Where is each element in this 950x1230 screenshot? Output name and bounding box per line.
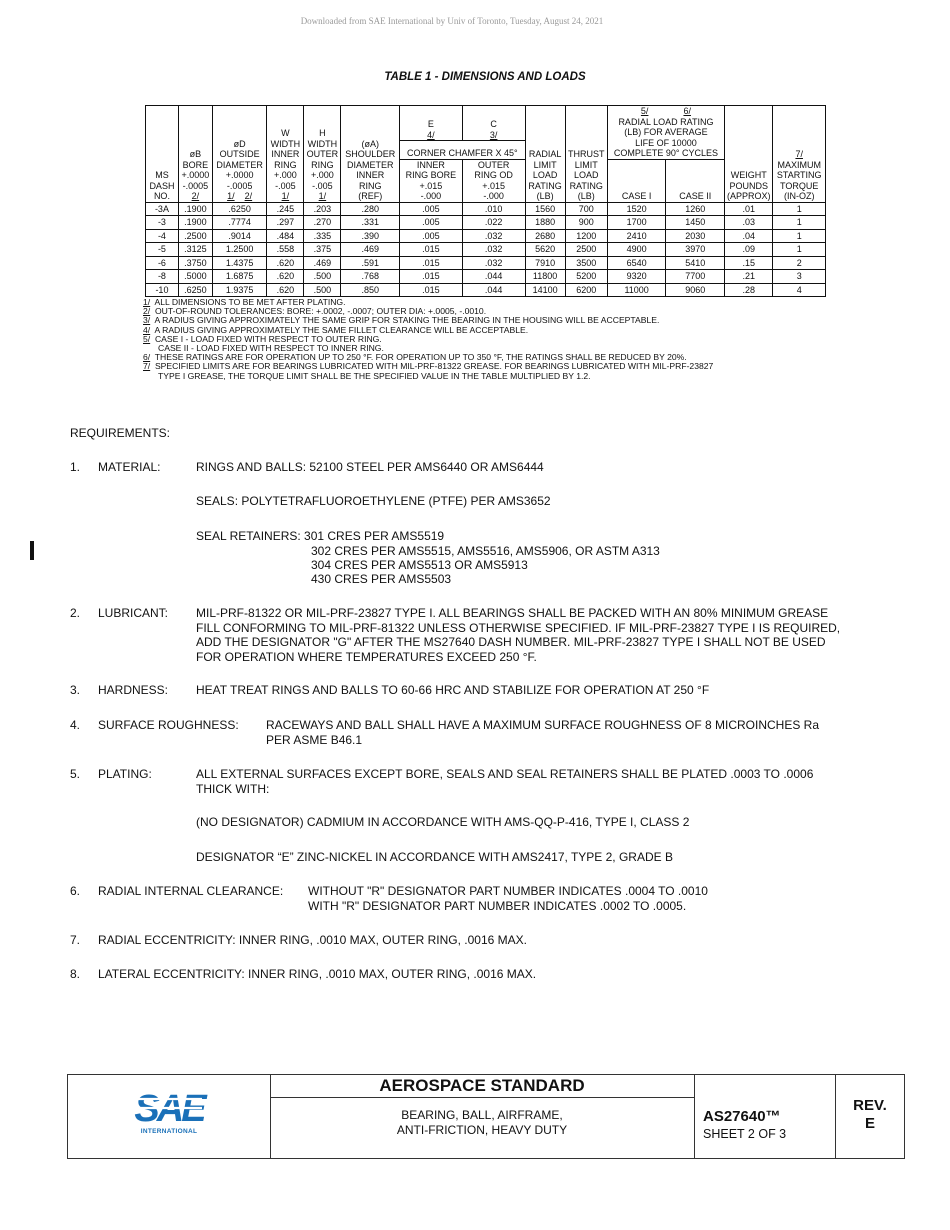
header-line: H (319, 128, 326, 138)
table-cell: .558 (267, 243, 304, 257)
table-row (146, 216, 826, 230)
req-number: 4. (70, 718, 81, 732)
header-line: RATING (569, 180, 603, 191)
table-cell: .620 (267, 270, 304, 284)
table-cell: 700 (565, 202, 607, 216)
header-line: TORQUE (780, 180, 819, 191)
standard-label: AEROSPACE STANDARD (270, 1075, 694, 1098)
req-text: RADIAL ECCENTRICITY: INNER RING, .0010 MAX, OUTER RING, .0016 MAX. (98, 933, 527, 947)
col-bore (178, 106, 212, 203)
header-line: +.000 (273, 170, 297, 180)
document-number: AS27640™ (703, 1108, 781, 1125)
req-surface-roughness (70, 718, 890, 748)
req-label: LUBRICANT: (98, 606, 169, 620)
table-row (146, 229, 826, 243)
revision-value: E (864, 1115, 875, 1132)
header-line: -.000 (420, 191, 442, 201)
table-row (146, 283, 826, 297)
lubricant-line: ADD THE DESIGNATOR "G" AFTER THE MS27640 DASH NUMBER. MIL-PRF-23827 TYPE I SHALL NOT BE USED (196, 635, 826, 649)
table-cell: 6200 (565, 283, 607, 297)
table-cell: .7774 (212, 216, 267, 230)
header-line: (LB) (577, 191, 595, 201)
header-line: LIMIT (574, 159, 598, 170)
req-label: SURFACE ROUGHNESS: (98, 718, 239, 732)
table-cell: .015 (400, 270, 463, 284)
surface-line: RACEWAYS AND BALL SHALL HAVE A MAXIMUM SURFACE ROUGHNESS OF 8 MICROINCHES Ra (266, 718, 820, 732)
req-hardness (70, 683, 890, 699)
header-line: W (281, 128, 290, 138)
header-line: LOAD (573, 170, 599, 180)
table-cell: -8 (146, 270, 179, 284)
table-cell: 1.9375 (212, 283, 267, 297)
table-notes (143, 298, 843, 381)
header-line: -.0005 (226, 180, 253, 191)
col-thrust-limit (565, 106, 607, 203)
table-cell: .015 (400, 243, 463, 257)
table-cell: 2410 (607, 229, 666, 243)
table-cell: 9320 (607, 270, 666, 284)
note-text: CASE I - LOAD FIXED WITH RESPECT TO OUTER RING. (150, 333, 382, 344)
table-cell: .203 (304, 202, 341, 216)
clearance-line: WITHOUT "R" DESIGNATOR PART NUMBER INDICATES .0004 TO .0010 (308, 884, 708, 898)
revision (835, 1097, 905, 1133)
req-label: HARDNESS: (98, 683, 169, 697)
header-line: SHOULDER (345, 149, 396, 159)
table-cell: .2500 (178, 229, 212, 243)
req-radial-clearance (70, 884, 890, 914)
table-cell: .850 (341, 283, 400, 297)
table-cell: 7700 (666, 270, 725, 284)
table-cell: .500 (304, 270, 341, 284)
header-line: 1/ (318, 191, 327, 201)
table-cell: .9014 (212, 229, 267, 243)
req-number: 3. (70, 683, 81, 697)
note-marker: 7/ (143, 361, 151, 372)
note-marker: 2/ (143, 306, 151, 317)
table-cell: .6250 (178, 283, 212, 297)
header-line: øD (233, 138, 246, 149)
req-radial-eccentricity (70, 933, 890, 949)
material-retainers-line: 430 CRES PER AMS5503 (311, 572, 452, 586)
table-cell: 1.2500 (212, 243, 267, 257)
table-cell: .768 (341, 270, 400, 284)
note-marker: 4/ (143, 324, 151, 335)
header-line: RADIAL LOAD RATING (618, 116, 714, 127)
table-cell: .005 (400, 202, 463, 216)
lubricant-line: FOR OPERATION WHERE TEMPERATURES EXCEED 250 °F. (196, 649, 537, 664)
table-cell: 1.6875 (212, 270, 267, 284)
table-cell: -10 (146, 283, 179, 297)
table-cell: -3 (146, 216, 179, 230)
col-outer-od (462, 159, 525, 202)
table-cell: 1200 (565, 229, 607, 243)
header-line: COMPLETE 90° CYCLES (613, 148, 719, 158)
plating-cadmium: (NO DESIGNATOR) CADMIUM IN ACCORDANCE WITH AMS-QQ-P-416, TYPE I, CLASS 2 (196, 815, 690, 829)
material-retainers-line: 304 CRES PER AMS5513 OR AMS5913 (311, 558, 528, 572)
header-line: 3/ (489, 129, 498, 140)
req-plating (70, 767, 890, 867)
header-line: LIFE OF 10000 (635, 137, 697, 148)
table-cell: .500 (304, 283, 341, 297)
table-cell: .469 (341, 243, 400, 257)
table-row (146, 270, 826, 284)
table-title: TABLE 1 - DIMENSIONS AND LOADS (384, 71, 586, 83)
table-cell: 5620 (525, 243, 565, 257)
table-cell: .01 (725, 202, 773, 216)
req-lateral-eccentricity (70, 967, 890, 983)
note-text: SPECIFIED LIMITS ARE FOR BEARINGS LUBRICATED WITH MIL-PRF-81322 GREASE. FOR BEARINGS LUBRICATED WITH MIL-PRF-23827 (150, 361, 714, 372)
header-line: DIAMETER (216, 159, 263, 170)
header-line: RING (274, 159, 297, 170)
note-marker: 1/ (143, 297, 151, 307)
standard-description (270, 1108, 694, 1138)
title-middle (270, 1075, 695, 1158)
table-cell: 1 (773, 243, 826, 257)
req-number: 7. (70, 933, 81, 947)
material-retainers: SEAL RETAINERS: 301 CRES PER AMS5519 (196, 529, 445, 543)
document-cell (694, 1075, 836, 1158)
sae-logo (68, 1075, 270, 1158)
header-line: DASH (149, 180, 175, 191)
table-cell: 4 (773, 283, 826, 297)
table-cell: .044 (462, 283, 525, 297)
col-torque (773, 106, 826, 203)
sae-logo-subtitle: INTERNATIONAL (140, 1128, 198, 1135)
header-line: MAXIMUM (777, 159, 821, 170)
table-cell: .04 (725, 229, 773, 243)
note-text: OUT-OF-ROUND TOLERANCES: BORE: +.0002, -.0007; OUTER DIA: +.0005, -.0010. (150, 306, 487, 317)
hardness-text: HEAT TREAT RINGS AND BALLS TO 60-66 HRC AND STABILIZE FOR OPERATION AT 250 °F (196, 683, 710, 697)
table-cell: 1560 (525, 202, 565, 216)
header-line: BORE (182, 159, 209, 170)
header-line: RADIAL (528, 149, 562, 159)
header-line: +.015 (419, 180, 443, 191)
header-line: 1/ (281, 191, 290, 201)
col-rating-head: 5/ 6/ RADIAL LOAD RATING (LB) FOR AVERAGE LIFE OF 10000 COMPLETE 90° CYCLES (607, 106, 724, 160)
col-weight (725, 106, 773, 203)
note-text: TYPE I GREASE, THE TORQUE LIMIT SHALL BE THE SPECIFIED VALUE IN THE TABLE MULTIPLIED BY 1.2. (158, 370, 591, 381)
logo-cell (68, 1075, 271, 1158)
header-line: +.0000 (225, 170, 254, 180)
table-cell: 2500 (565, 243, 607, 257)
header-line: WEIGHT (730, 170, 767, 180)
table-cell: .1900 (178, 202, 212, 216)
req-number: 1. (70, 460, 81, 474)
revision-bar (30, 541, 34, 560)
lubricant-line: FILL CONFORMING TO MIL-PRF-81322 UNLESS OTHERWISE SPECIFIED. IF MIL-PRF-23827 TYPE I IS REQUIRED, (196, 620, 841, 635)
requirements-heading: REQUIREMENTS: (70, 426, 171, 440)
table-cell: .5000 (178, 270, 212, 284)
plating-line: ALL EXTERNAL SURFACES EXCEPT BORE, SEALS AND SEAL RETAINERS SHALL BE PLATED .0003 TO .0006 (196, 767, 814, 781)
header-line: (LB) FOR AVERAGE (624, 127, 708, 137)
note-line (143, 372, 843, 381)
table-cell: .375 (304, 243, 341, 257)
table-cell: 2 (773, 256, 826, 270)
req-number: 2. (70, 606, 81, 620)
table-row (146, 202, 826, 216)
header-line: LIMIT (533, 159, 557, 170)
download-note: Downloaded from SAE International by Univ of Toronto, Tuesday, August 24, 2021 (300, 16, 604, 26)
table-cell: .15 (725, 256, 773, 270)
table-cell: 3500 (565, 256, 607, 270)
table-cell: -4 (146, 229, 179, 243)
table-cell: .280 (341, 202, 400, 216)
header-line: 2/ (191, 191, 200, 201)
header-line: (APPROX) (726, 191, 771, 201)
header-line: DIAMETER (346, 159, 394, 170)
header-line: WIDTH (270, 138, 301, 149)
table-cell: .005 (400, 229, 463, 243)
table-body (146, 202, 826, 297)
header-line: INNER (356, 170, 385, 180)
table-cell: 1 (773, 229, 826, 243)
table-cell: 5410 (666, 256, 725, 270)
plating-zinc: DESIGNATOR “E” ZINC-NICKEL IN ACCORDANCE WITH AMS2417, TYPE 2, GRADE B (196, 850, 673, 864)
table-cell: 4900 (607, 243, 666, 257)
table-cell: 11000 (607, 283, 666, 297)
table-cell: 1520 (607, 202, 666, 216)
surface-line: PER ASME B46.1 (266, 732, 363, 747)
header-line: THRUST (567, 149, 605, 159)
table-cell: 2030 (666, 229, 725, 243)
table-cell: -5 (146, 243, 179, 257)
table-cell: -3A (146, 202, 179, 216)
material-seals: SEALS: POLYTETRAFLUOROETHYLENE (PTFE) PER AMS3652 (196, 494, 551, 508)
table-cell: 6540 (607, 256, 666, 270)
table-cell: 2680 (525, 229, 565, 243)
col-shoulder (341, 106, 400, 203)
table-cell: .297 (267, 216, 304, 230)
note-marker: 6/ (143, 352, 151, 363)
table-cell: .044 (462, 270, 525, 284)
header-line: INNER (416, 159, 445, 170)
table-cell: .331 (341, 216, 400, 230)
header-line: -.005 (312, 180, 333, 191)
title-block (67, 1074, 905, 1159)
header-line: øB (189, 149, 202, 159)
table-cell: 5200 (565, 270, 607, 284)
table-cell: 9060 (666, 283, 725, 297)
table-cell: .032 (462, 229, 525, 243)
header-line: RING (358, 180, 382, 191)
header-line: OUTER (306, 149, 339, 159)
material-rings: RINGS AND BALLS: 52100 STEEL PER AMS6440 OR AMS6444 (196, 460, 544, 474)
table-cell: .1900 (178, 216, 212, 230)
header-line: OUTSIDE (219, 149, 260, 159)
req-material (70, 460, 890, 600)
table-cell: 1880 (525, 216, 565, 230)
description-line: ANTI-FRICTION, HEAVY DUTY (396, 1123, 568, 1137)
table-cell: .21 (725, 270, 773, 284)
header-line: +.015 (482, 180, 506, 191)
revision-label: REV. (853, 1097, 887, 1114)
table-cell: 1450 (666, 216, 725, 230)
table-row (146, 256, 826, 270)
table-cell: .032 (462, 243, 525, 257)
header-line: 7/ (795, 149, 803, 159)
col-case2: CASE II (666, 159, 725, 202)
header-line: -.005 (275, 180, 296, 191)
note-text: ALL DIMENSIONS TO BE MET AFTER PLATING. (150, 297, 346, 307)
note-marker: 5/ (143, 333, 151, 344)
header-line: NO. (153, 191, 170, 201)
header-line: C (490, 119, 497, 130)
table-cell: 1700 (607, 216, 666, 230)
col-radial-limit (525, 106, 565, 203)
table-cell: .6250 (212, 202, 267, 216)
sae-logo-mark: SAE (134, 1088, 204, 1130)
req-lubricant (70, 606, 890, 666)
table-cell: .3125 (178, 243, 212, 257)
note-text: A RADIUS GIVING APPROXIMATELY THE SAME FILLET CLEARANCE WILL BE ACCEPTABLE. (150, 324, 529, 335)
table-cell: .015 (400, 283, 463, 297)
header-line: INNER (271, 149, 300, 159)
table-cell: .245 (267, 202, 304, 216)
header-line: +.0000 (181, 170, 210, 180)
header-line: STARTING (776, 170, 822, 180)
table-cell: 900 (565, 216, 607, 230)
table-cell: 3 (773, 270, 826, 284)
dimensions-table (145, 105, 826, 297)
note-text: THESE RATINGS ARE FOR OPERATION UP TO 250 °F. FOR OPERATION UP TO 350 °F, THE RATINGS SHALL BE REDUCED BY 20%. (150, 352, 687, 363)
table-cell: .390 (341, 229, 400, 243)
col-h (304, 106, 341, 203)
table-cell: .620 (267, 283, 304, 297)
table-cell: .591 (341, 256, 400, 270)
table-cell: .005 (400, 216, 463, 230)
table-cell: .010 (462, 202, 525, 216)
col-e-head (400, 106, 463, 141)
header-line: MS (155, 170, 169, 180)
header-line: RING BORE (405, 170, 457, 180)
table-cell: .28 (725, 283, 773, 297)
header-line: LOAD (532, 170, 558, 180)
table-cell: .270 (304, 216, 341, 230)
table-cell: 1260 (666, 202, 725, 216)
header-line: +.000 (311, 170, 334, 180)
header-line: E (427, 119, 434, 130)
note-text: CASE II - LOAD FIXED WITH RESPECT TO INNER RING. (158, 343, 384, 354)
req-label: RADIAL INTERNAL CLEARANCE: (98, 884, 284, 898)
description-line: BEARING, BALL, AIRFRAME, (401, 1108, 563, 1122)
table-cell: .620 (267, 256, 304, 270)
header-line: RING OD (474, 170, 513, 180)
plating-line: THICK WITH: (196, 781, 270, 796)
header-line: (LB) (536, 191, 554, 201)
table-cell: .484 (267, 229, 304, 243)
table-cell: 14100 (525, 283, 565, 297)
req-label: MATERIAL: (98, 460, 161, 474)
lubricant-line: MIL-PRF-81322 OR MIL-PRF-23827 TYPE I. ALL BEARINGS SHALL BE PACKED WITH AN 80% MINIMUM GREASE (196, 606, 829, 620)
table-cell: 11800 (525, 270, 565, 284)
col-ms (146, 106, 179, 203)
table-cell: .469 (304, 256, 341, 270)
table-cell: 1 (773, 216, 826, 230)
col-inner-bore (400, 159, 463, 202)
header-line: -.000 (483, 191, 504, 201)
table-cell: .032 (462, 256, 525, 270)
header-line: POUNDS (729, 180, 768, 191)
header-line: (øA) (361, 138, 379, 149)
note-text: A RADIUS GIVING APPROXIMATELY THE SAME GRIP FOR STAKING THE BEARING IN THE HOUSING WILL BE ACCEPTABLE. (150, 315, 660, 326)
chamfer-header: CORNER CHAMFER X 45° (400, 141, 526, 159)
req-number: 5. (70, 767, 81, 781)
col-od: øD OUTSIDE DIAMETER +.0000 -.0005 1/ 2/ (212, 106, 267, 203)
req-label: PLATING: (98, 767, 152, 781)
header-line: OUTER (477, 159, 510, 170)
header-line: RING (311, 159, 334, 170)
header-line: (IN-OZ) (783, 191, 815, 201)
header-line: (REF) (358, 191, 383, 201)
req-number: 6. (70, 884, 81, 898)
header-line: WIDTH (307, 138, 338, 149)
req-text: LATERAL ECCENTRICITY: INNER RING, .0010 MAX, OUTER RING, .0016 MAX. (98, 967, 537, 981)
header-line: -.0005 (182, 180, 209, 191)
table-cell: 3970 (666, 243, 725, 257)
table-cell: .015 (400, 256, 463, 270)
table-cell: -6 (146, 256, 179, 270)
table-row (146, 243, 826, 257)
table-cell: 1 (773, 202, 826, 216)
table-cell: .03 (725, 216, 773, 230)
col-c-head (462, 106, 525, 141)
table-cell: .09 (725, 243, 773, 257)
table-cell: 7910 (525, 256, 565, 270)
table-cell: .335 (304, 229, 341, 243)
table-cell: .022 (462, 216, 525, 230)
req-number: 8. (70, 967, 81, 981)
table-cell: 1.4375 (212, 256, 267, 270)
header-line: 4/ (427, 129, 435, 140)
clearance-line: WITH "R" DESIGNATOR PART NUMBER INDICATES .0002 TO .0005. (308, 898, 687, 913)
col-case1: CASE I (607, 159, 666, 202)
header-line: RATING (528, 180, 562, 191)
col-w (267, 106, 304, 203)
material-retainers-line: 302 CRES PER AMS5515, AMS5516, AMS5906, OR ASTM A313 (311, 544, 660, 558)
sheet-number: SHEET 2 OF 3 (703, 1127, 787, 1141)
note-marker: 3/ (143, 315, 151, 326)
table-cell: .3750 (178, 256, 212, 270)
